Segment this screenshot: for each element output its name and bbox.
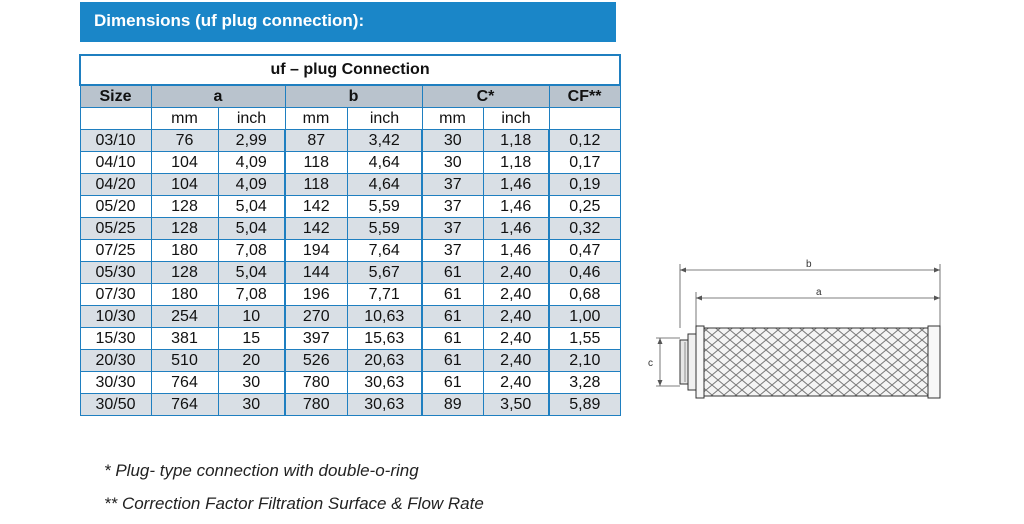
table-row	[80, 262, 620, 284]
value-cell: 10	[218, 306, 285, 328]
size-cell: 20/30	[80, 350, 151, 372]
size-cell: 05/30	[80, 262, 151, 284]
value-cell: 61	[422, 284, 483, 306]
value-cell: 4,09	[218, 174, 285, 196]
value-cell: 30	[218, 372, 285, 394]
value-cell: 397	[285, 328, 347, 350]
value-cell: 76	[151, 130, 218, 152]
value-cell: 2,40	[483, 328, 549, 350]
dimensions-table	[79, 54, 621, 416]
dimension-c	[656, 338, 680, 386]
value-cell: 30	[422, 152, 483, 174]
value-cell: 5,89	[549, 394, 620, 416]
value-cell: 0,12	[549, 130, 620, 152]
value-cell: 15	[218, 328, 285, 350]
header-cf: CF**	[549, 85, 620, 108]
table-row	[80, 240, 620, 262]
value-cell: 37	[422, 240, 483, 262]
value-cell: 61	[422, 328, 483, 350]
size-cell: 10/30	[80, 306, 151, 328]
value-cell: 2,40	[483, 284, 549, 306]
header-c: C*	[422, 85, 549, 108]
value-cell: 0,47	[549, 240, 620, 262]
unit-cell	[549, 108, 620, 130]
value-cell: 20	[218, 350, 285, 372]
value-cell: 5,04	[218, 218, 285, 240]
value-cell: 4,64	[347, 152, 422, 174]
table-row	[80, 152, 620, 174]
table-row	[80, 174, 620, 196]
value-cell: 89	[422, 394, 483, 416]
value-cell: 5,04	[218, 262, 285, 284]
value-cell: 180	[151, 240, 218, 262]
value-cell: 15,63	[347, 328, 422, 350]
size-cell: 04/20	[80, 174, 151, 196]
value-cell: 270	[285, 306, 347, 328]
value-cell: 7,71	[347, 284, 422, 306]
value-cell: 104	[151, 152, 218, 174]
value-cell: 196	[285, 284, 347, 306]
value-cell: 142	[285, 218, 347, 240]
value-cell: 87	[285, 130, 347, 152]
mesh-body	[704, 328, 928, 396]
value-cell: 1,46	[483, 218, 549, 240]
unit-cell: mm	[422, 108, 483, 130]
filter-element-drawing	[640, 250, 950, 410]
value-cell: 10,63	[347, 306, 422, 328]
value-cell: 37	[422, 218, 483, 240]
value-cell: 381	[151, 328, 218, 350]
size-cell: 05/20	[80, 196, 151, 218]
label-b: b	[806, 259, 812, 270]
value-cell: 1,18	[483, 152, 549, 174]
table-row	[80, 130, 620, 152]
value-cell: 3,28	[549, 372, 620, 394]
value-cell: 526	[285, 350, 347, 372]
size-cell: 07/30	[80, 284, 151, 306]
value-cell: 764	[151, 372, 218, 394]
value-cell: 780	[285, 394, 347, 416]
value-cell: 2,40	[483, 372, 549, 394]
unit-cell-empty	[80, 108, 151, 130]
table-row	[80, 284, 620, 306]
table-row	[80, 394, 620, 416]
value-cell: 30	[422, 130, 483, 152]
value-cell: 180	[151, 284, 218, 306]
value-cell: 7,08	[218, 284, 285, 306]
value-cell: 37	[422, 196, 483, 218]
label-c: c	[648, 358, 653, 369]
label-a: a	[816, 287, 822, 298]
unit-cell: inch	[483, 108, 549, 130]
table-row	[80, 218, 620, 240]
value-cell: 1,46	[483, 196, 549, 218]
value-cell: 194	[285, 240, 347, 262]
end-cap	[928, 326, 940, 398]
footnotes	[104, 458, 484, 524]
value-cell: 2,40	[483, 262, 549, 284]
size-cell: 04/10	[80, 152, 151, 174]
size-cell: 07/25	[80, 240, 151, 262]
value-cell: 142	[285, 196, 347, 218]
value-cell: 2,10	[549, 350, 620, 372]
dimensions-banner	[80, 2, 616, 42]
header-a: a	[151, 85, 285, 108]
value-cell: 780	[285, 372, 347, 394]
value-cell: 30,63	[347, 394, 422, 416]
value-cell: 764	[151, 394, 218, 416]
value-cell: 104	[151, 174, 218, 196]
value-cell: 1,18	[483, 130, 549, 152]
value-cell: 2,99	[218, 130, 285, 152]
value-cell: 3,50	[483, 394, 549, 416]
table-title: uf – plug Connection	[80, 55, 620, 85]
value-cell: 7,64	[347, 240, 422, 262]
value-cell: 61	[422, 372, 483, 394]
value-cell: 61	[422, 262, 483, 284]
unit-cell: inch	[218, 108, 285, 130]
value-cell: 0,46	[549, 262, 620, 284]
value-cell: 7,08	[218, 240, 285, 262]
size-cell: 30/50	[80, 394, 151, 416]
value-cell: 118	[285, 152, 347, 174]
value-cell: 4,64	[347, 174, 422, 196]
unit-cell: mm	[151, 108, 218, 130]
unit-cell: mm	[285, 108, 347, 130]
table-row	[80, 350, 620, 372]
value-cell: 144	[285, 262, 347, 284]
value-cell: 61	[422, 306, 483, 328]
table-row	[80, 328, 620, 350]
value-cell: 1,00	[549, 306, 620, 328]
value-cell: 128	[151, 262, 218, 284]
value-cell: 1,55	[549, 328, 620, 350]
value-cell: 1,46	[483, 240, 549, 262]
table-row	[80, 372, 620, 394]
size-cell: 05/25	[80, 218, 151, 240]
value-cell: 37	[422, 174, 483, 196]
table-body	[80, 130, 620, 416]
value-cell: 4,09	[218, 152, 285, 174]
size-cell: 15/30	[80, 328, 151, 350]
size-cell: 03/10	[80, 130, 151, 152]
dimension-b	[680, 264, 940, 328]
value-cell: 1,46	[483, 174, 549, 196]
unit-cell: inch	[347, 108, 422, 130]
value-cell: 5,67	[347, 262, 422, 284]
value-cell: 5,04	[218, 196, 285, 218]
value-cell: 128	[151, 196, 218, 218]
value-cell: 30	[218, 394, 285, 416]
value-cell: 0,25	[549, 196, 620, 218]
footnote-plug: * Plug- type connection with double-o-ring	[104, 461, 419, 480]
value-cell: 61	[422, 350, 483, 372]
header-size: Size	[80, 85, 151, 108]
size-cell: 30/30	[80, 372, 151, 394]
value-cell: 2,40	[483, 350, 549, 372]
value-cell: 510	[151, 350, 218, 372]
value-cell: 0,68	[549, 284, 620, 306]
value-cell: 5,59	[347, 218, 422, 240]
value-cell: 20,63	[347, 350, 422, 372]
value-cell: 118	[285, 174, 347, 196]
value-cell: 0,32	[549, 218, 620, 240]
value-cell: 5,59	[347, 196, 422, 218]
banner-title: Dimensions (uf plug connection):	[94, 11, 365, 30]
value-cell: 3,42	[347, 130, 422, 152]
value-cell: 254	[151, 306, 218, 328]
footnote-cf: ** Correction Factor Filtration Surface & Flow Rate	[104, 494, 484, 513]
value-cell: 0,17	[549, 152, 620, 174]
plug-connector	[680, 326, 704, 398]
table-row	[80, 306, 620, 328]
header-b: b	[285, 85, 422, 108]
table-row	[80, 196, 620, 218]
value-cell: 128	[151, 218, 218, 240]
value-cell: 2,40	[483, 306, 549, 328]
value-cell: 0,19	[549, 174, 620, 196]
value-cell: 30,63	[347, 372, 422, 394]
